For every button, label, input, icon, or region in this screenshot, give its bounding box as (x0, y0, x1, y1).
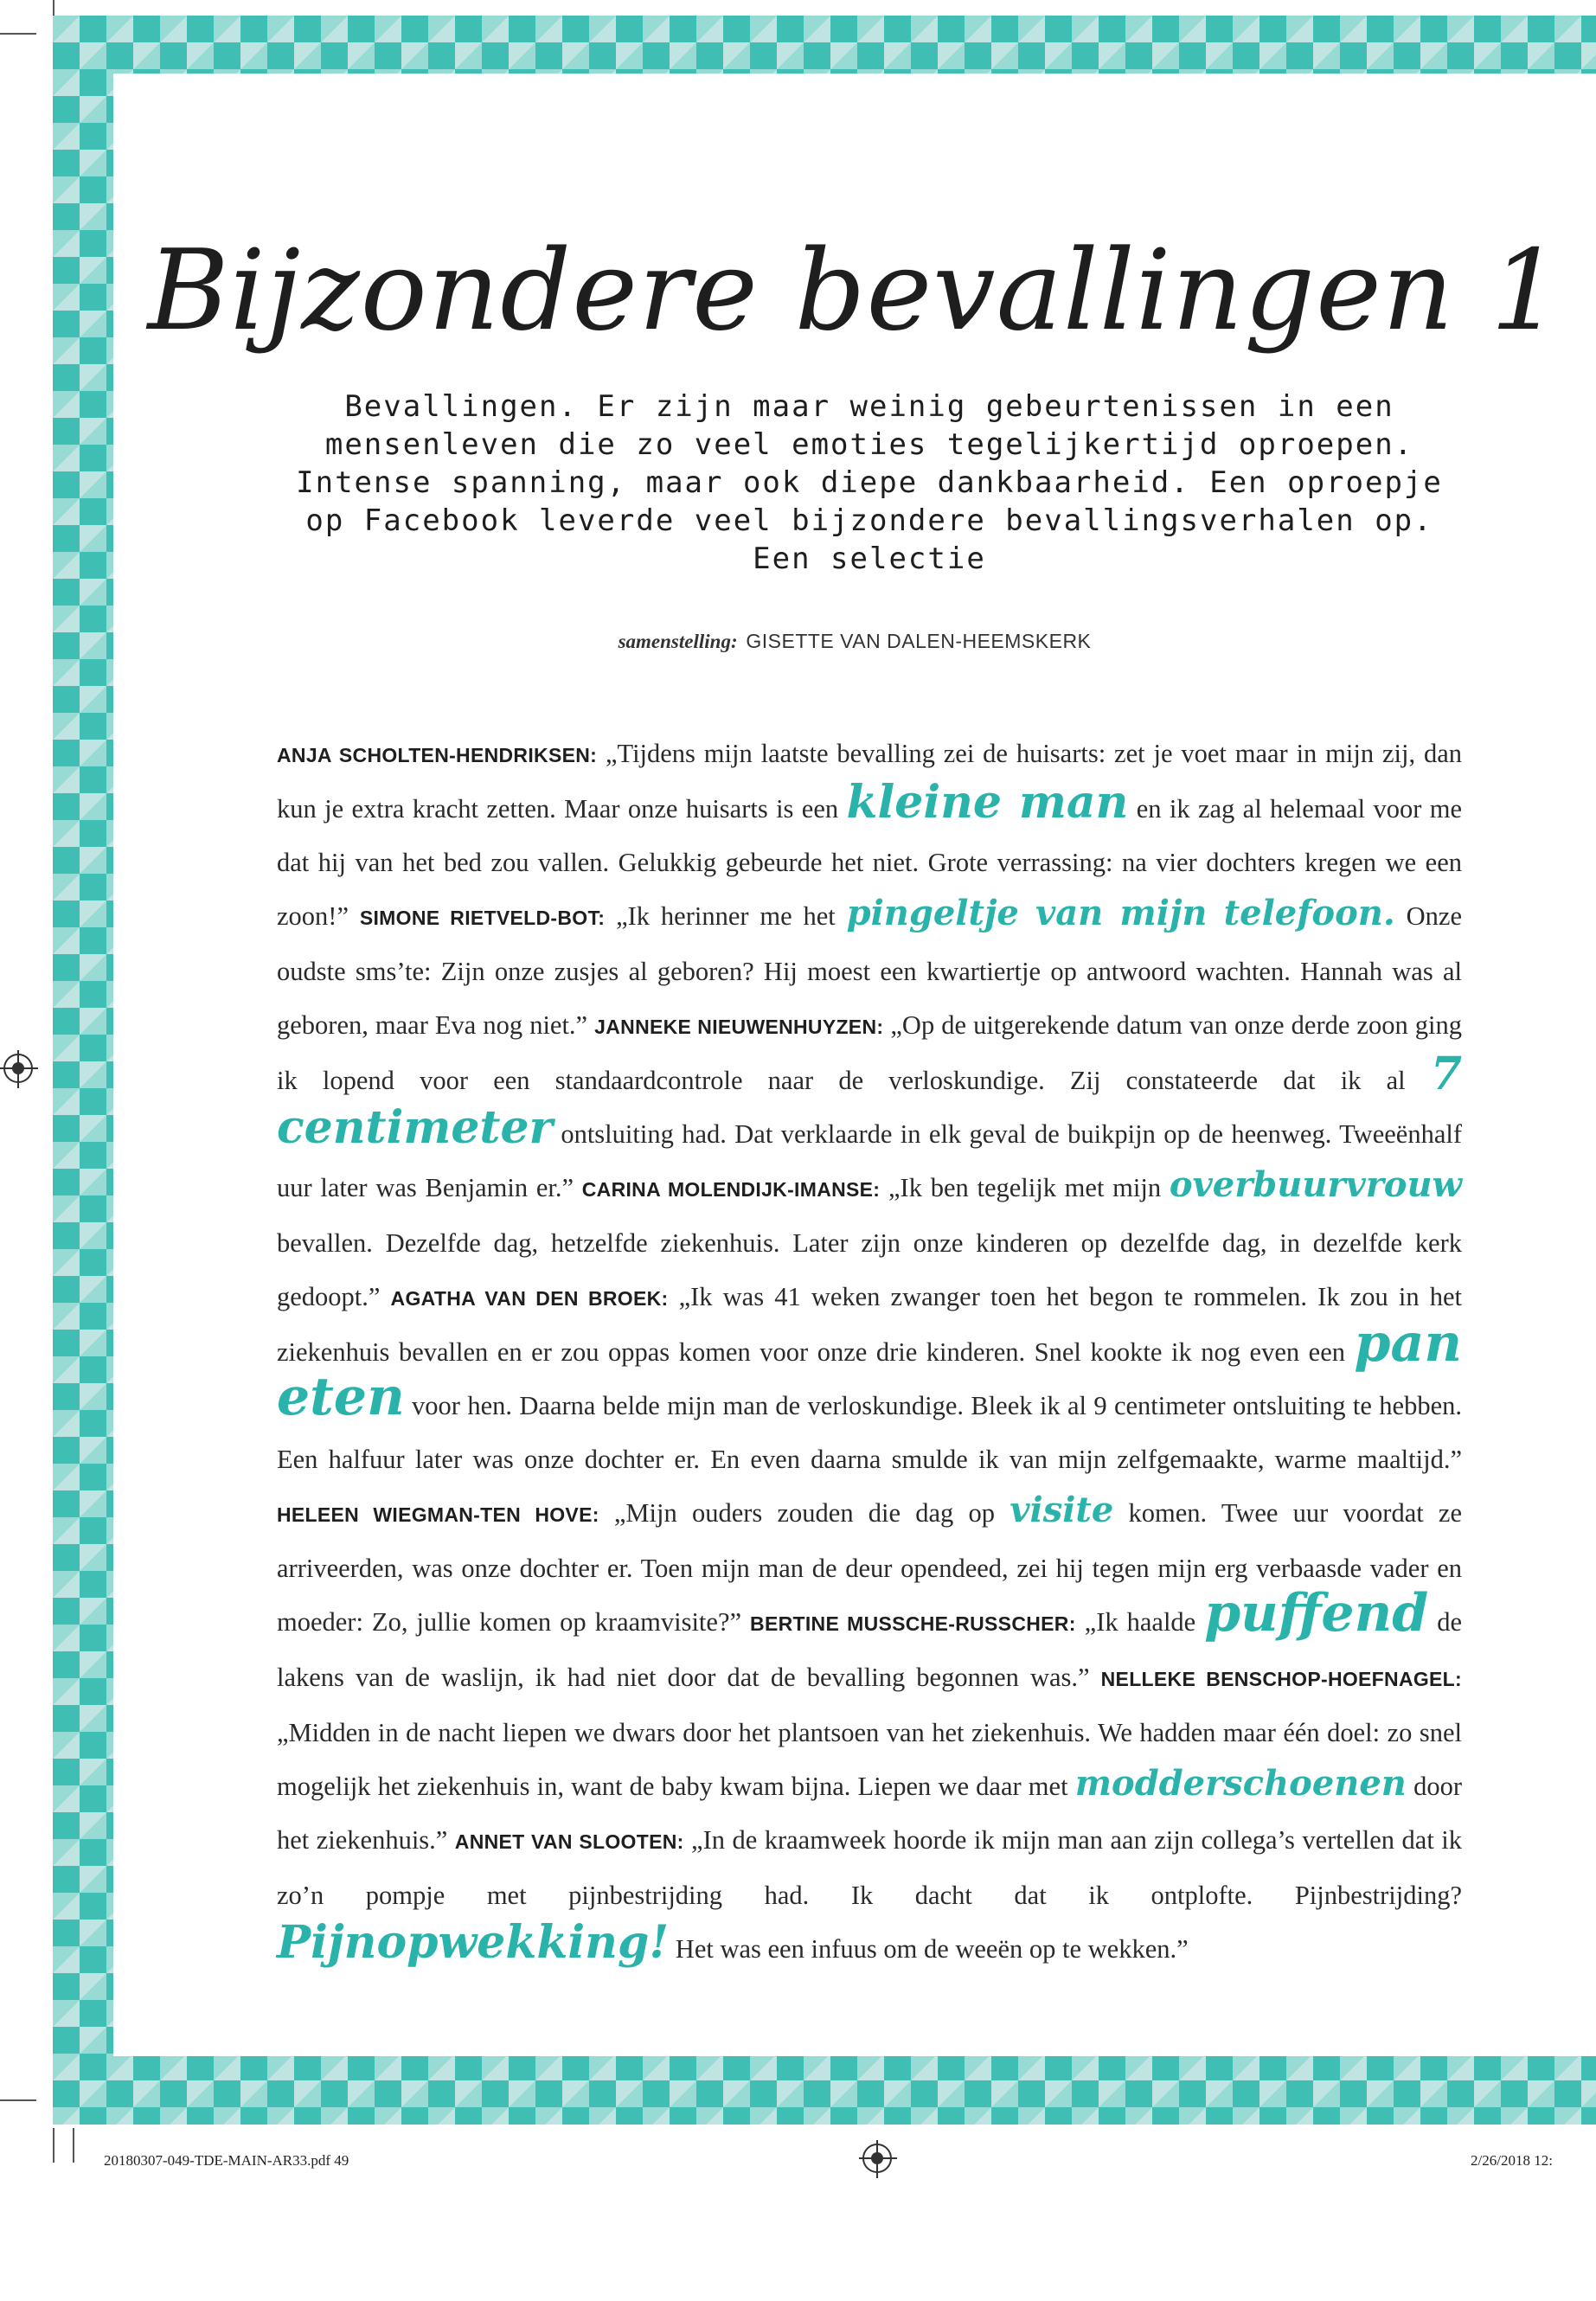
credit-name: GISETTE VAN DALEN-HEEMSKERK (746, 630, 1092, 652)
highlight-phrase: Pijnopwekking! (277, 1916, 670, 1969)
highlight-phrase: pingeltje van mijn telefoon. (846, 893, 1395, 933)
story-text: „Ik ben tegelijk met mijn (880, 1173, 1170, 1202)
highlight-phrase: 7 centimeter (277, 1048, 1462, 1154)
story-text: „Ik was 41 weken zwanger toen het begon te rommelen. Ik zou in het ziekenhuis bevallen en er zou oppas komen voor onze drie kinderen. Snel kookte ik nog even een (277, 1282, 1462, 1367)
story-text: en ik zag al helemaal voor me dat hij van het bed zou vallen. Gelukkig gebeurde het niet. Grote verrassing: na vier dochters kregen we een zoon!” (277, 794, 1462, 931)
story-text: voor hen. Daarna belde mijn man de verloskundige. Bleek ik al 9 centimeter ontsluiting te hebben. Een halfuur later was onze dochter er. En even daarna smulde ik van mijn zelfgemaakte, warme maaltijd.” (277, 1391, 1462, 1474)
story-text: Het was een infuus om de weeën op te wekken.” (669, 1934, 1189, 1964)
registration-mark-icon (862, 2144, 892, 2173)
highlight-phrase: visite (1010, 1490, 1114, 1530)
story-text: door het ziekenhuis.” (277, 1772, 1462, 1855)
contributor-name: AGATHA VAN DEN BROEK: (390, 1287, 669, 1310)
story-text: „Midden in de nacht liepen we dwars door het plantsoen van het ziekenhuis. We hadden maar één doel: zo snel mogelijk het ziekenhuis in, want de baby kwam bijna. Liepen we daar met (277, 1718, 1462, 1801)
story-text: de lakens van de waslijn, ik had niet door dat de bevalling begonnen was.” (277, 1607, 1462, 1692)
story-text: ontsluiting had. Dat verklaarde in elk geval de buikpijn op de heenweg. Tweeënhalf uur later was Benjamin er.” (277, 1119, 1462, 1202)
story-text: „Op de uitgerekende datum van onze derde zoon ging ik lopend voor een standaardcontrole naar de verloskundige. Zij constateerde dat ik al (277, 1010, 1463, 1095)
crop-mark (0, 2099, 36, 2101)
crop-mark (53, 0, 54, 16)
contributor-name: HELEEN WIEGMAN-TEN HOVE: (277, 1503, 599, 1526)
story-text: Onze oudste sms’te: Zijn onze zusjes al geboren? Hij moest een kwartiertje op antwoord wachten. Hannah was al geboren, maar Eva nog niet.” (277, 901, 1463, 1040)
contributor-name: NELLEKE BENSCHOP-HOEFNAGEL: (1100, 1668, 1462, 1690)
story-text: „Mijn ouders zouden die dag op (599, 1498, 1010, 1528)
story-text: bevallen. Dezelfde dag, hetzelfde ziekenhuis. Later zijn onze kinderen op dezelfde dag, in dezelfde kerk gedoopt.” (277, 1228, 1462, 1311)
contributor-name: ANNET VAN SLOOTEN: (454, 1830, 684, 1853)
highlight-phrase: puffend (1204, 1583, 1429, 1644)
registration-mark-icon (3, 1054, 33, 1083)
contributor-name: CARINA MOLENDIJK-IMANSE: (581, 1178, 881, 1201)
crop-mark (0, 33, 36, 35)
highlight-phrase: overbuurvrouw (1169, 1164, 1462, 1205)
contributor-name: JANNEKE NIEUWENHUYZEN: (594, 1016, 884, 1038)
story-text: „In de kraamweek hoorde ik mijn man aan zijn collega’s vertellen dat ik zo’n pompje met pijnbestrijding had. Ik dacht dat ik ontplofte. Pijnbestrijding? (277, 1825, 1462, 1910)
print-file-slug: 20180307-049-TDE-MAIN-AR33.pdf 49 (104, 2152, 349, 2169)
story-text: „Tijdens mijn laatste bevalling zei de huisarts: zet je voet maar in mijn zij, dan kun je extra kracht zetten. Maar onze huisarts is een (277, 739, 1462, 824)
article-credit (113, 630, 1596, 653)
print-date: 2/26/2018 12: (1471, 2152, 1553, 2169)
article-title: Bijzondere bevallingen 1 (147, 227, 1562, 356)
credit-label: samenstelling: (618, 631, 738, 652)
story-text: „Ik haalde (1075, 1607, 1205, 1637)
contributor-name: BERTINE MUSSCHE-RUSSCHER: (750, 1612, 1076, 1635)
article-body (277, 727, 1462, 1976)
contributor-name: ANJA SCHOLTEN-HENDRIKSEN: (277, 744, 598, 766)
story-text: „Ik herinner me het (605, 901, 847, 931)
article-intro: Bevallingen. Er zijn maar weinig gebeurtenissen in een mensenleven die zo veel emoties tegelijkertijd oproepen. Intense spanning, maar ook diepe dankbaarheid. Een oproepje op Facebook leverde veel bijzondere bevallingsverhalen op. Een selectie (296, 389, 1443, 576)
crop-mark (53, 2128, 54, 2163)
highlight-phrase: kleine man (846, 776, 1129, 829)
highlight-phrase: pan eten (277, 1313, 1462, 1427)
highlight-phrase: modderschoenen (1074, 1763, 1407, 1804)
crop-mark (73, 2128, 74, 2163)
contributor-name: SIMONE RIETVELD-BOT: (359, 907, 606, 929)
story-text: komen. Twee uur voordat ze arriveerden, was onze dochter er. Toen mijn man de deur opendeed, zei hij tegen mijn erg verbaasde vader en moeder: Zo, jullie komen op kraamvisite?” (277, 1498, 1463, 1637)
